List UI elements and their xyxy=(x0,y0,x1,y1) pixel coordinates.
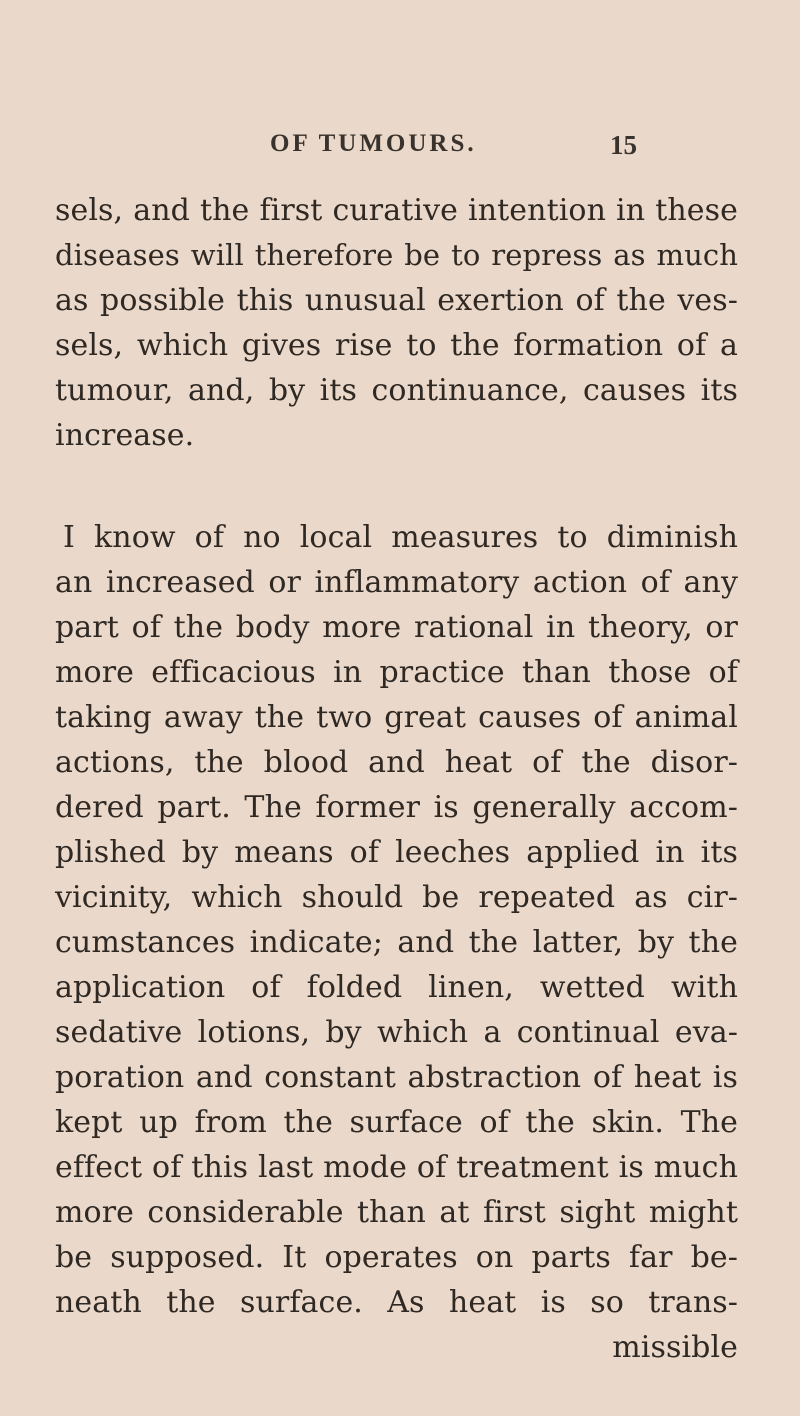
text-line: tumour, and, by its continuance, causes its xyxy=(55,373,738,408)
paragraph-1 xyxy=(55,188,738,458)
text-line: vicinity, which should be repeated as cir- xyxy=(55,880,738,915)
text-line: more considerable than at first sight might xyxy=(55,1195,738,1230)
paragraph-break xyxy=(55,458,738,515)
text-line: kept up from the surface of the skin. The xyxy=(55,1105,738,1140)
text-line: taking away the two great causes of animal xyxy=(55,700,738,735)
text-line: effect of this last mode of treatment is much xyxy=(55,1150,738,1185)
text-line: more efficacious in practice than those of xyxy=(55,655,738,690)
catchword: missible xyxy=(612,1330,738,1365)
text-line: actions, the blood and heat of the disor- xyxy=(55,745,738,780)
page-header xyxy=(0,130,800,180)
text-line: be supposed. It operates on parts far be- xyxy=(55,1240,738,1275)
text-line: an increased or inflammatory action of any xyxy=(55,565,738,600)
running-title: OF TUMOURS. xyxy=(270,130,477,157)
text-line: sedative lotions, by which a continual eva- xyxy=(55,1015,738,1050)
text-line: cumstances indicate; and the latter, by the xyxy=(55,925,738,960)
text-line: poration and constant abstraction of heat is xyxy=(55,1060,738,1095)
paragraph-2 xyxy=(55,515,738,1370)
text-line: sels, which gives rise to the formation of a xyxy=(55,328,738,363)
text-line: sels, and the first curative intention in these xyxy=(55,193,738,228)
text-line: neath the surface. As heat is so trans- xyxy=(55,1285,738,1320)
body-text xyxy=(55,188,738,1370)
text-line: diseases will therefore be to repress as much xyxy=(55,238,738,272)
page-number: 15 xyxy=(610,130,637,160)
text-line: increase. xyxy=(55,418,195,453)
text-line: dered part. The former is generally accom- xyxy=(55,790,738,825)
text-line: plished by means of leeches applied in its xyxy=(55,835,738,870)
text-line: I know of no local measures to diminish xyxy=(63,520,738,555)
text-line: application of folded linen, wetted with xyxy=(55,970,738,1005)
text-line: as possible this unusual exertion of the ves- xyxy=(55,283,738,318)
text-line: part of the body more rational in theory, or xyxy=(55,610,738,645)
